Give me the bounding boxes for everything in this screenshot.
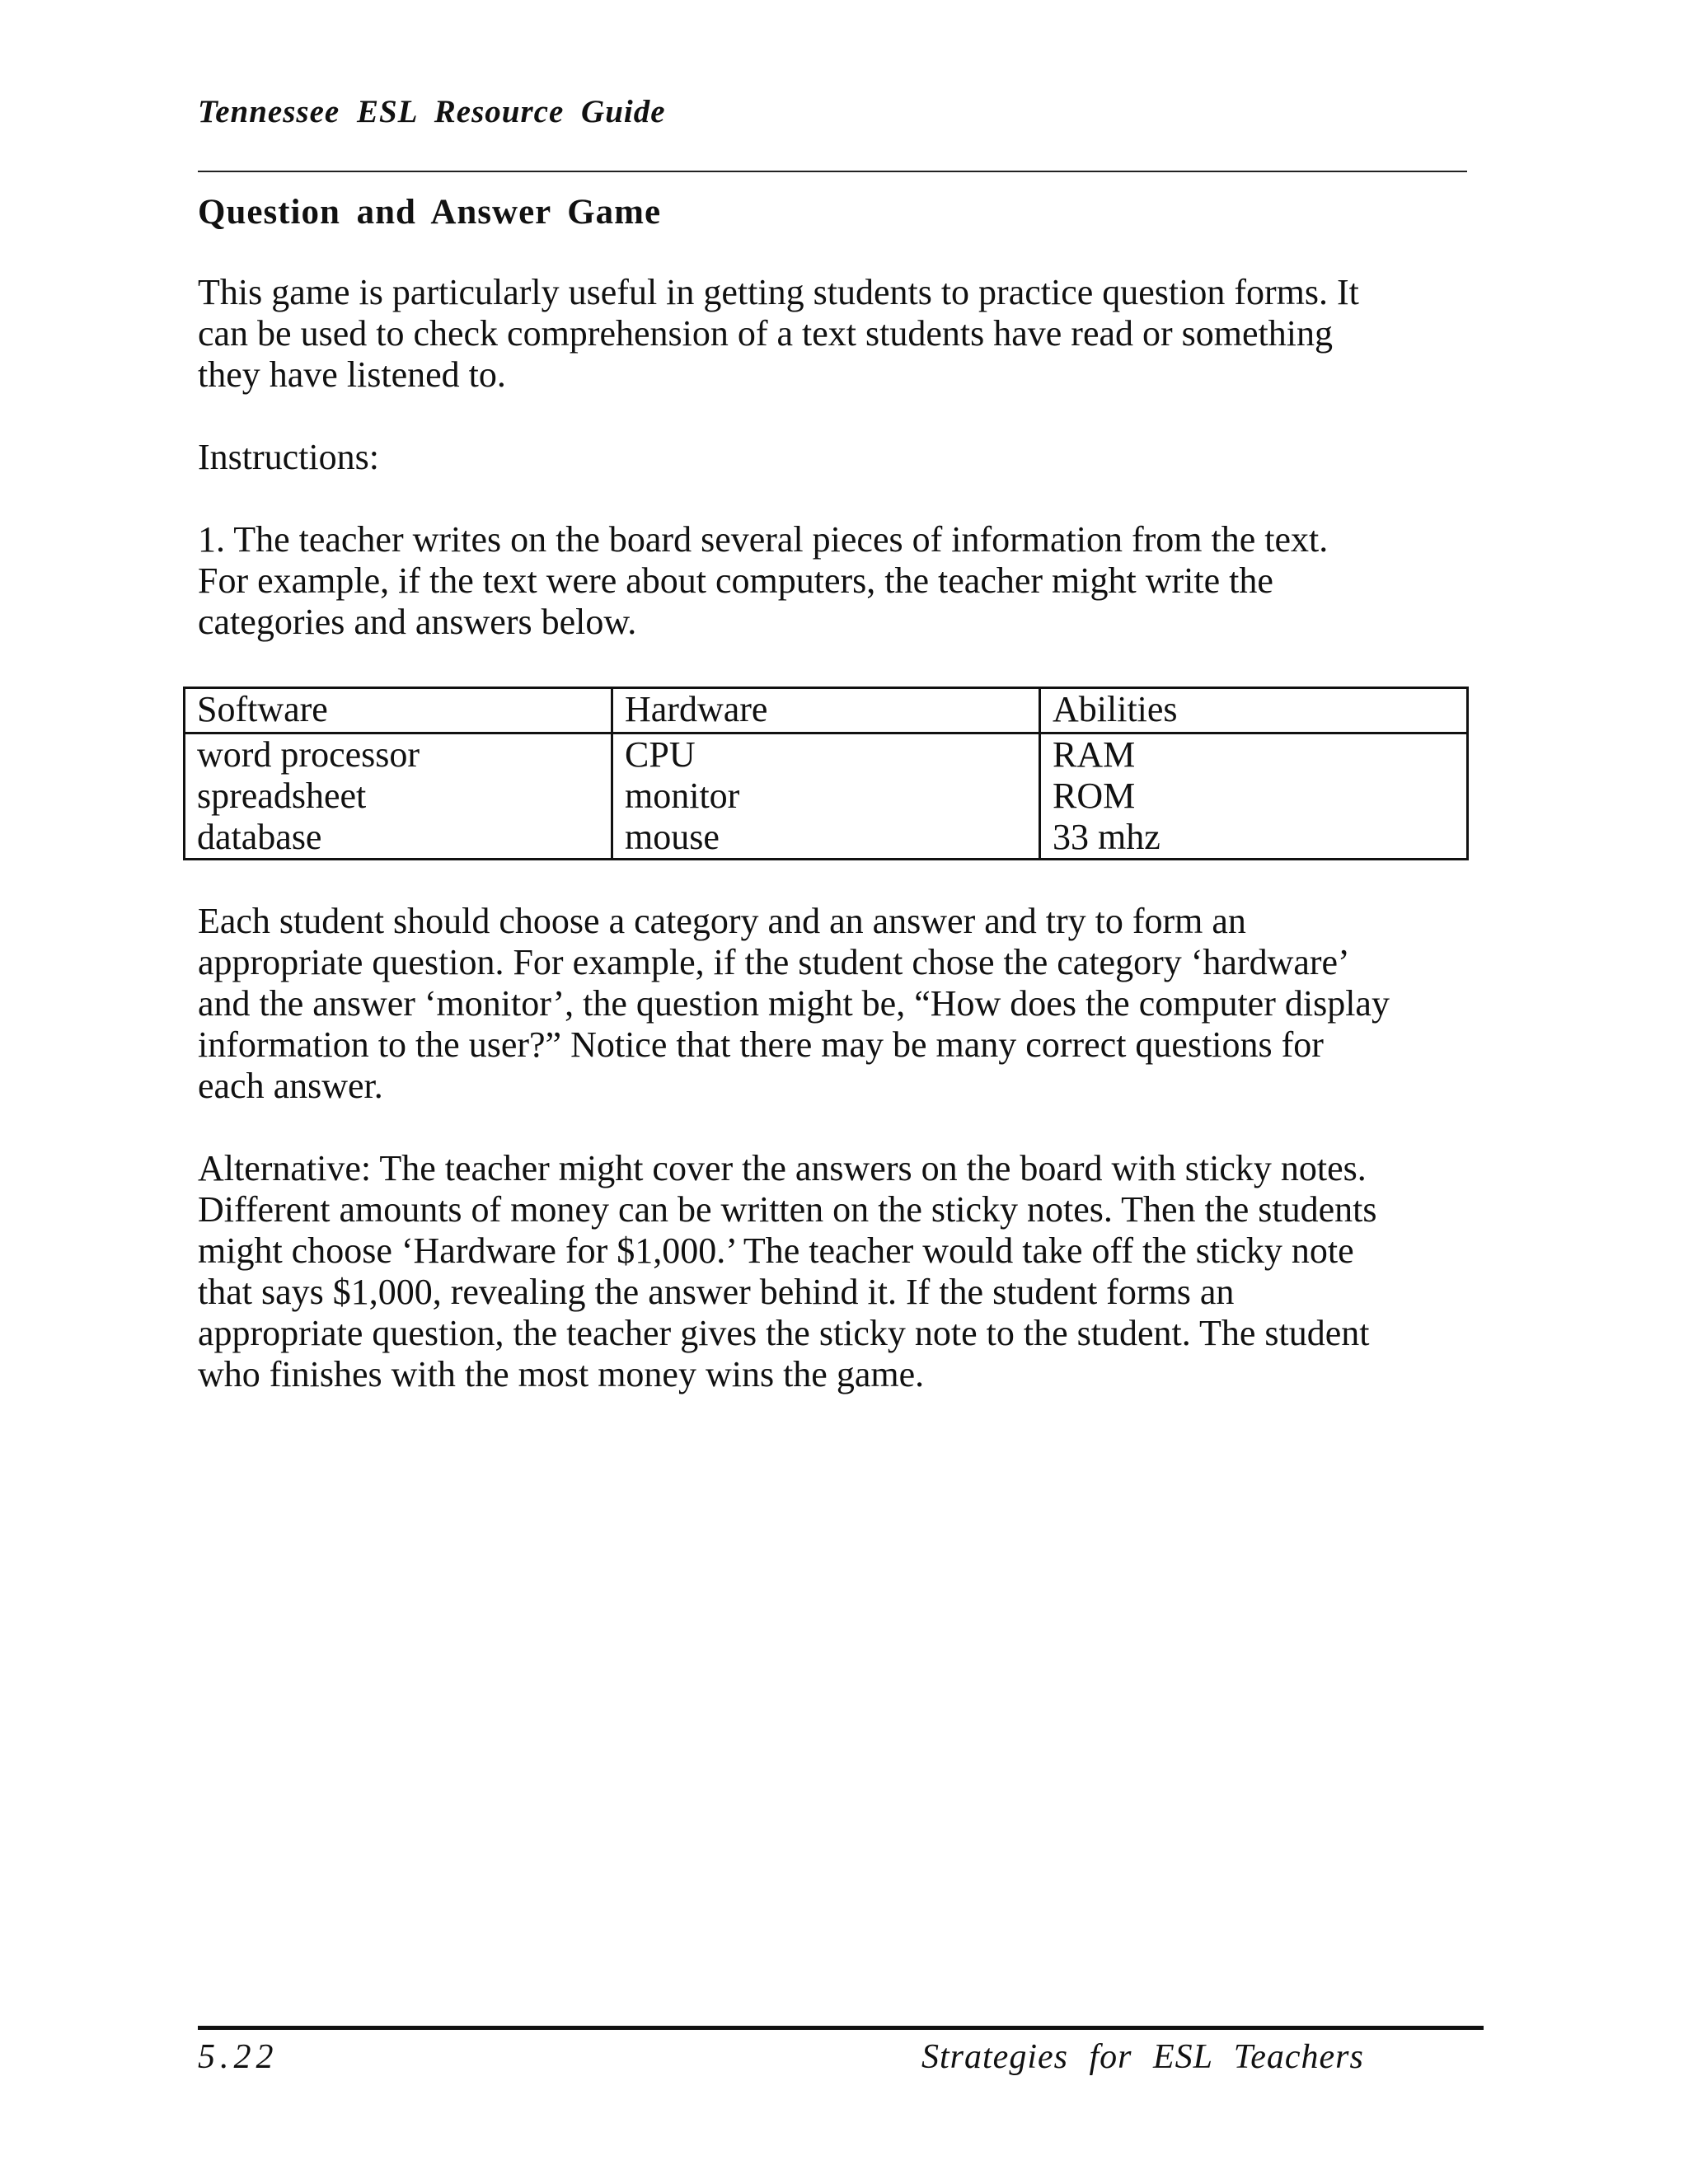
categories-table [183, 687, 1469, 860]
table-cell-software [185, 733, 612, 860]
step-1-line: 1. The teacher writes on the board several pieces of information from the text. [198, 519, 1329, 560]
table-cell-item: monitor [625, 776, 740, 816]
step-1-line: For example, if the text were about computers, the teacher might write the [198, 560, 1273, 601]
table-header-software: Software [185, 688, 612, 733]
table-cell-item: spreadsheet [197, 776, 367, 816]
each-student-line: each answer. [198, 1066, 383, 1106]
alternative-line: that says $1,000, revealing the answer behind it. If the student forms an [198, 1272, 1235, 1312]
table-cell-item: word processor [197, 734, 420, 775]
each-student-line: appropriate question. For example, if the student chose the category ‘hardware’ [198, 942, 1350, 982]
step-1-line: categories and answers below. [198, 602, 637, 642]
alternative-line: who finishes with the most money wins the game. [198, 1354, 925, 1394]
instructions-label-text: Instructions: [198, 437, 379, 477]
table-header-hardware: Hardware [612, 688, 1040, 733]
alternative-line: appropriate question, the teacher gives the sticky note to the student. The student [198, 1313, 1370, 1353]
table-cell-item: RAM [1053, 734, 1136, 775]
alternative-line: Alternative: The teacher might cover the answers on the board with sticky notes. [198, 1148, 1367, 1188]
table-row [185, 733, 1468, 860]
each-student-line: and the answer ‘monitor’, the question might be, “How does the computer display [198, 983, 1390, 1024]
instructions-label [198, 437, 1517, 478]
each-student-line: information to the user?” Notice that there may be many correct questions for [198, 1024, 1324, 1065]
each-student-line: Each student should choose a category and an answer and try to form an [198, 901, 1246, 941]
table-cell-hardware [612, 733, 1040, 860]
table-cell-item: mouse [625, 817, 720, 857]
table-cell-item: 33 mhz [1053, 817, 1160, 857]
footer-rule [198, 2026, 1484, 2030]
page-number: 5.22 [198, 2038, 279, 2076]
table-header-row [185, 688, 1468, 733]
table-header-abilities: Abilities [1040, 688, 1468, 733]
table-cell-item: database [197, 817, 322, 857]
each-student-paragraph [198, 901, 1517, 1107]
intro-paragraph [198, 272, 1517, 396]
alternative-line: might choose ‘Hardware for $1,000.’ The teacher would take off the sticky note [198, 1230, 1354, 1271]
intro-line: can be used to check comprehension of a text students have read or something [198, 313, 1333, 354]
table-cell-abilities [1040, 733, 1468, 860]
section-title: Question and Answer Game [198, 193, 662, 232]
running-header: Tennessee ESL Resource Guide [198, 94, 666, 129]
table-cell-item: CPU [625, 734, 696, 775]
alternative-line: Different amounts of money can be written on the sticky notes. Then the students [198, 1189, 1377, 1230]
header-rule [198, 171, 1467, 172]
step-1-paragraph [198, 519, 1517, 643]
intro-line: they have listened to. [198, 354, 506, 395]
footer-book-title: Strategies for ESL Teachers [921, 2038, 1364, 2076]
alternative-paragraph [198, 1148, 1517, 1395]
table-cell-item: ROM [1053, 776, 1136, 816]
intro-line: This game is particularly useful in getting students to practice question forms. It [198, 272, 1359, 312]
